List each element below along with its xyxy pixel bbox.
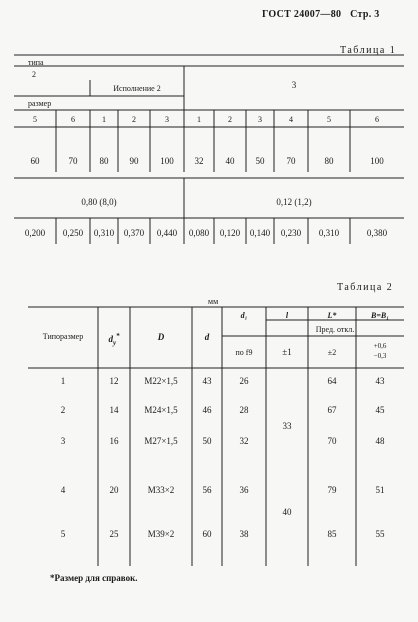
row-d1: 28 <box>239 405 249 415</box>
value-cell: 90 <box>129 156 139 166</box>
row-B: 48 <box>375 436 385 446</box>
tol-l: ±1 <box>282 347 292 357</box>
header-l: l <box>285 311 289 320</box>
row-number: 1 <box>60 376 66 386</box>
header-dy <box>98 332 130 347</box>
row-B: 45 <box>375 405 385 415</box>
row-d1: 36 <box>239 485 249 495</box>
tol-d1: по f9 <box>235 348 253 357</box>
size-cell: 1 <box>197 115 201 124</box>
row-D: M22×1,5 <box>144 376 178 386</box>
size-cell: 2 <box>132 115 136 124</box>
row-dy: 16 <box>109 436 119 446</box>
row-L: 64 <box>327 376 337 386</box>
size-cell: 3 <box>165 115 169 124</box>
header-d1: d₁ <box>240 311 248 320</box>
header-D: D <box>157 332 165 342</box>
standard-number: ГОСТ 24007—80 <box>262 9 342 20</box>
row-B: 51 <box>375 485 385 495</box>
value-cell: 100 <box>370 156 384 166</box>
value-cell: 0,370 <box>123 228 145 238</box>
row-dy: 20 <box>109 485 119 495</box>
value-cell: 0,230 <box>280 228 302 238</box>
l-merged-upper: 33 <box>282 421 292 431</box>
type-left: 2 <box>32 70 36 79</box>
row-D: M24×1,5 <box>144 405 178 415</box>
row-number: 5 <box>60 529 66 539</box>
header-tolerance: Пред. откл. <box>315 325 355 334</box>
value-cell: 40 <box>225 156 235 166</box>
row-L: 79 <box>327 485 337 495</box>
row-L: 70 <box>327 436 337 446</box>
value-cell: 0,310 <box>93 228 115 238</box>
value-cell: 32 <box>194 156 204 166</box>
row-B: 55 <box>375 529 385 539</box>
size-cell: 6 <box>375 115 379 124</box>
row-D: M39×2 <box>147 529 175 539</box>
header-dy-sup: * <box>116 332 120 340</box>
value-right-merged: 0,12 (1,2) <box>276 197 312 207</box>
row-d1: 26 <box>239 376 249 386</box>
value-cell: 0,140 <box>249 228 271 238</box>
value-cell: 60 <box>30 156 40 166</box>
tol-B-bottom: −0,3 <box>373 352 387 360</box>
row-d: 60 <box>202 529 212 539</box>
value-cell: 0,250 <box>62 228 84 238</box>
table2-unit: мм <box>208 297 219 306</box>
row-d: 50 <box>202 436 212 446</box>
row-number: 3 <box>60 436 66 446</box>
value-cell: 0,310 <box>318 228 340 238</box>
row-dy: 25 <box>109 529 119 539</box>
tol-L: ±2 <box>327 348 337 357</box>
value-cell: 0,080 <box>188 228 210 238</box>
value-cell: 0,120 <box>219 228 241 238</box>
table1-caption: Таблица 1 <box>340 45 397 56</box>
execution-label: Исполнение 2 <box>113 84 161 93</box>
value-cell: 80 <box>99 156 109 166</box>
value-cell: 0,440 <box>156 228 178 238</box>
row-d1: 32 <box>239 436 249 446</box>
row-number: 2 <box>60 405 66 415</box>
value-cell: 0,200 <box>24 228 46 238</box>
size-cell: 1 <box>102 115 106 124</box>
header-dy-sub: y <box>112 338 117 347</box>
size-cell: 3 <box>258 115 262 124</box>
value-left-merged: 0,80 (8,0) <box>81 197 117 207</box>
header-dy-main: d <box>108 334 113 344</box>
row-d: 46 <box>202 405 212 415</box>
value-cell: 50 <box>255 156 265 166</box>
row-dy: 14 <box>109 405 119 415</box>
value-cell: 80 <box>324 156 334 166</box>
row-label-razmer: размер <box>28 99 52 108</box>
header-L: L* <box>327 311 337 320</box>
tol-B-top: +0,6 <box>373 342 387 350</box>
footnote: *Размер для справок. <box>50 573 138 583</box>
header-d: d <box>204 332 210 342</box>
row-d: 56 <box>202 485 212 495</box>
l-merged-lower: 40 <box>282 507 292 517</box>
row-d: 43 <box>202 376 212 386</box>
row-D: M27×1,5 <box>144 436 178 446</box>
row-d1: 38 <box>239 529 249 539</box>
value-cell: 0,380 <box>366 228 388 238</box>
value-cell: 100 <box>160 156 174 166</box>
row-D: M33×2 <box>147 485 175 495</box>
page-number: Стр. 3 <box>350 9 380 20</box>
row-L: 67 <box>327 405 337 415</box>
size-cell: 5 <box>33 115 37 124</box>
row-dy: 12 <box>109 376 119 386</box>
type-right: 3 <box>291 80 297 90</box>
size-cell: 4 <box>289 115 293 124</box>
row-B: 43 <box>375 376 385 386</box>
header-tiporazmer: Типоразмер <box>42 332 84 341</box>
table2-caption: Таблица 2 <box>337 282 394 293</box>
row-L: 85 <box>327 529 337 539</box>
row-number: 4 <box>60 485 66 495</box>
value-cell: 70 <box>286 156 296 166</box>
size-cell: 6 <box>71 115 75 124</box>
row-label-tipa: типа <box>28 58 44 67</box>
size-cell: 2 <box>228 115 232 124</box>
size-cell: 5 <box>327 115 331 124</box>
header-B: B=B₁ <box>370 311 390 320</box>
value-cell: 70 <box>68 156 78 166</box>
